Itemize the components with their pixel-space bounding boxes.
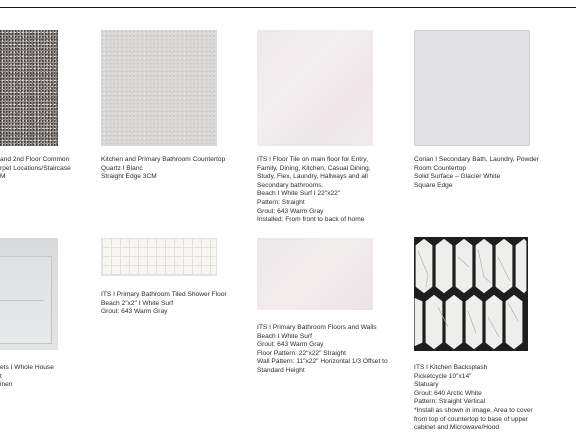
caption-line: from top of countertop to base of upper [414,415,528,423]
caption-line: Room Countertop [414,164,467,172]
cabinet-swatch [0,238,58,350]
cabinet-door-rail [0,300,44,301]
caption-line: Corian I Secondary Bath, Laundry, Powder [414,156,539,163]
caption-line: Floor Pattern: 22"x22" Straight [257,349,346,357]
caption-line: Kitchen and Primary Bathroom Countertop [101,156,226,163]
carpet-swatch [0,30,58,146]
caption-line: and 2nd Floor Common [0,156,70,163]
shower-floor-mosaic-swatch [101,238,217,276]
caption-line: M [0,173,6,181]
corian-caption [414,156,539,190]
shower-floor-caption [101,291,227,317]
top-divider [0,7,576,8]
caption-line: Family, Dining, Kitchen, Casual Dining, [257,164,371,172]
caption-line: Secondary bathrooms. [257,181,324,189]
caption-line: ITS I Primary Bathroom Floors and Walls [257,324,377,331]
corian-glacier-white-swatch [414,30,530,146]
quartz-blanc-swatch [101,30,217,146]
primary-bath-tile-swatch [257,238,373,310]
picket-tile-pattern [414,237,528,351]
caption-line: ets I Whole House [0,364,54,371]
caption-line: Installed: From front to back of home [257,216,365,224]
caption-line: Pattern: Straight [257,198,305,206]
caption-line: Grout: 640 Arctic White [414,389,482,397]
caption-line: Standard Height [257,366,305,374]
caption-line: Straight Edge 3CM [101,173,157,181]
caption-line: Picketcycle 10"x14" [414,372,472,380]
caption-line: inen [0,381,13,389]
caption-line: Square Edge [414,181,453,189]
cabinet-caption [0,364,54,390]
caption-line: ITS I Floor Tile on main floor for Entry, [257,156,368,163]
caption-line: Beach 2"x2" I White Surf [101,299,174,307]
caption-line: Pattern: Straight Vertical [414,398,486,406]
caption-line: ITS I Primary Bathroom Tiled Shower Floor [101,291,227,298]
caption-line: Beach I White Surf [257,332,312,340]
caption-line: *Install as shown in image. Area to cover [414,406,533,414]
caption-line: Beach I White Surf I 22"x22" [257,190,341,198]
floor-tile-caption [257,156,370,225]
caption-line: rpet Locations/Staircase [0,164,71,172]
caption-line: Grout: 643 Warm Gray [101,308,168,316]
caption-line: Grout: 643 Warm Gray [257,207,324,215]
quartz-caption [101,156,225,182]
caption-line: Solid Surface – Glacier White [414,173,501,181]
caption-line: Study, Flex, Laundry, Hallways and all [257,173,368,181]
floor-tile-swatch [257,30,373,146]
caption-line: ITS I Kitchen Backsplash [414,364,488,371]
caption-line: cabinet and Microwave/Hood [414,424,500,432]
caption-line: Statuary [414,381,439,389]
caption-line: Grout: 643 Warm Gray [257,341,324,349]
carpet-caption [0,156,71,182]
caption-line: Quartz I Blanc [101,164,143,172]
caption-line: t [0,372,2,380]
backsplash-caption [414,364,533,433]
picket-backsplash-swatch [414,237,528,351]
primary-bath-caption [257,324,388,376]
caption-line: Wall Pattern: 11"x22" Horizontal 1/3 Offset to [257,358,388,366]
